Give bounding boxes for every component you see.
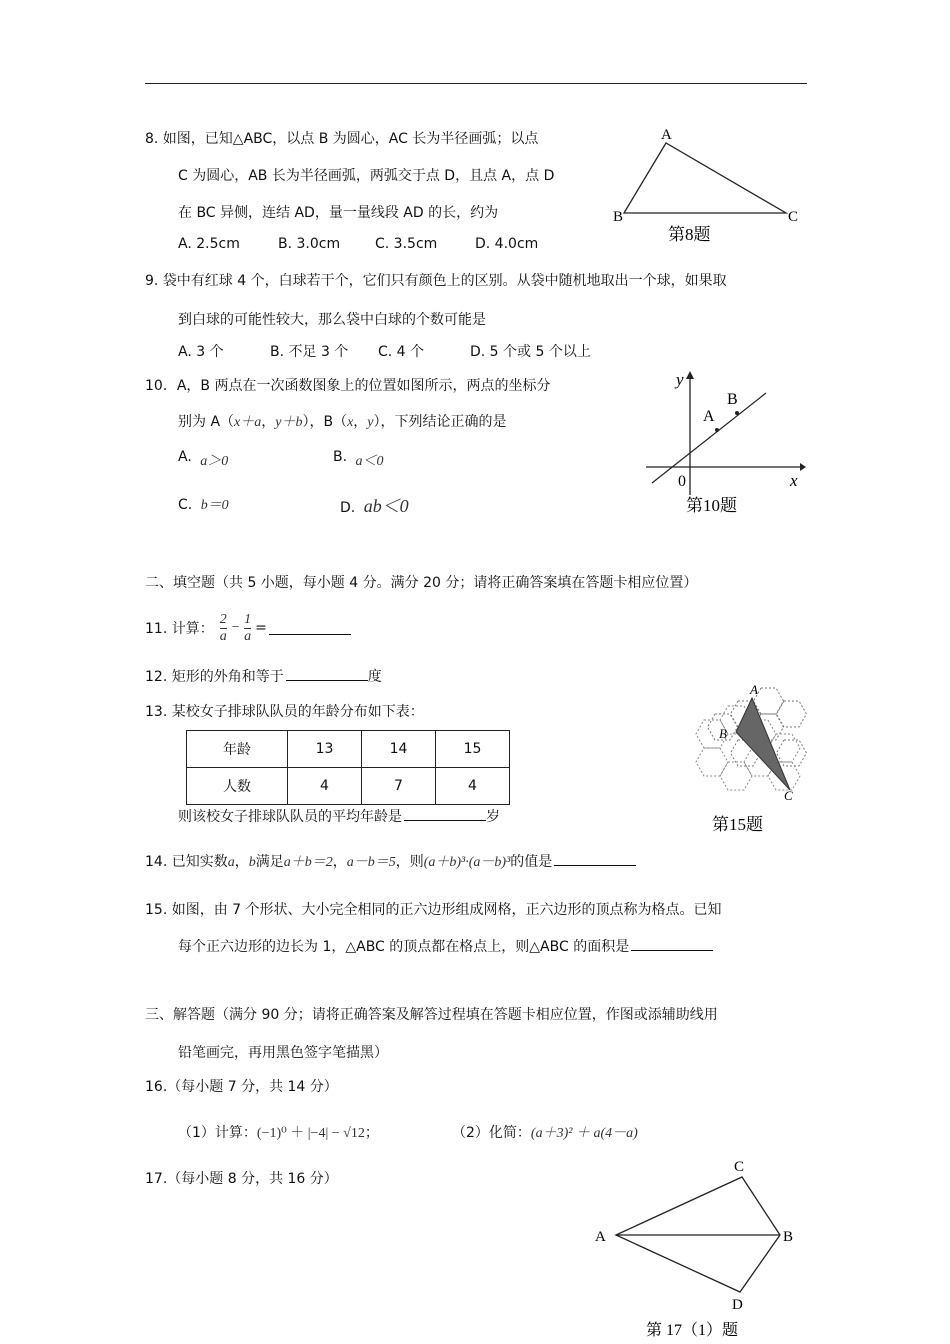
q10-fig-x-label: x (790, 471, 798, 490)
q9-option-b: B. 不足 3 个 (270, 344, 349, 360)
table-cell: 7 (362, 768, 436, 805)
section3-heading-line2: 铅笔画完，再用黑色签字笔描黑） (178, 1045, 388, 1061)
q14-mid: 满足 (255, 854, 284, 870)
q11-minus: − (230, 620, 241, 635)
section3-heading-line1: 三、解答题（满分 90 分；请将正确答案及解答过程填在答题卡相应位置，作图或添辅助线用 (145, 1007, 718, 1023)
q14-var-b: b (248, 855, 256, 870)
age-distribution-table (186, 730, 510, 805)
q8-fig-label-c: C (788, 209, 799, 225)
q8-triangle-figure (610, 125, 810, 250)
q15-line2-text: 每个正六边形的边长为 1，△ABC 的顶点都在格点上，则△ABC 的面积是 (178, 939, 630, 955)
q10-fig-caption: 第10题 (686, 496, 737, 515)
q14-sep2: ， (332, 854, 347, 870)
q13-text: 13. 某校女子排球队队员的年龄分布如下表： (145, 704, 424, 720)
q10-fig-origin: 0 (678, 473, 686, 490)
q15-fig-label-b: B (719, 726, 727, 741)
table-cell: 4 (288, 768, 362, 805)
q13-unit: 岁 (486, 809, 500, 825)
q17-fig-label-d: D (732, 1297, 743, 1313)
q11-answer-blank (269, 622, 351, 635)
q10-comma1: ， (261, 414, 276, 430)
q14-mid2: ，则 (395, 854, 424, 870)
q10-comma2: ， (353, 414, 368, 430)
q10-fig-y-label: y (676, 370, 684, 389)
q10-coord-yb: y＋b (275, 415, 303, 430)
q11-equals: = (255, 620, 267, 636)
q14-sep: ， (234, 854, 249, 870)
q10-graph-figure (640, 365, 815, 525)
q14-expression: (a＋b)³·(a－b)³ (423, 855, 511, 870)
q16-part1-end: ； (364, 1125, 379, 1141)
q10-fig-label-a: A (703, 408, 715, 425)
q13-after-text: 则该校女子排球队队员的平均年龄是 (178, 809, 402, 825)
q12-unit: 度 (367, 669, 382, 685)
q8-fig-caption: 第8题 (668, 225, 711, 244)
q10-option-a (178, 446, 229, 469)
q16-part1-expression: (−1)⁰ ＋ |−4| − √12 (256, 1126, 365, 1141)
q12-answer-blank (286, 668, 368, 681)
q10-option-c-label: C. (178, 497, 193, 513)
q8-option-c: C. 3.5cm (375, 236, 438, 252)
table-cell: 13 (288, 731, 362, 768)
section2-heading: 二、填空题（共 5 小题，每小题 4 分。满分 20 分；请将正确答案填在答题卡相应位置） (145, 575, 698, 591)
q9-option-a: A. 3 个 (178, 344, 224, 360)
table-cell: 年龄 (187, 731, 288, 768)
table-cell: 人数 (187, 768, 288, 805)
q17-title: 17.（每小题 8 分，共 16 分） (145, 1171, 338, 1187)
q10-line2 (178, 411, 507, 431)
q10-fig-label-b: B (727, 391, 738, 408)
q10-option-d (340, 492, 409, 518)
q10-option-d-label: D. (340, 500, 356, 516)
q17-fig-caption: 第 17（1）题 (646, 1322, 739, 1339)
table-cell: 15 (436, 731, 510, 768)
q12-text: 12. 矩形的外角和等于 (145, 669, 284, 685)
header-rule (145, 83, 807, 84)
q10-line2-post: ），下列结论正确的是 (373, 414, 507, 430)
q14-equation-1: a＋b＝2 (283, 855, 333, 870)
q11-denominator-1: a (219, 628, 227, 644)
q17-fig-label-a: A (595, 1229, 606, 1245)
q10-line2-pre: 别为 A（ (178, 414, 235, 430)
q11 (145, 608, 351, 648)
q10-option-a-math: a＞0 (200, 454, 229, 469)
table-cell: 14 (362, 731, 436, 768)
q14-equation-2: a－b＝5 (346, 855, 396, 870)
table-cell: 4 (436, 768, 510, 805)
q10-option-b-label: B. (333, 449, 348, 465)
q11-denominator-2: a (244, 628, 252, 644)
q14-post: 的值是 (510, 854, 553, 870)
q11-fraction-1 (220, 612, 227, 645)
q13-after (178, 806, 500, 826)
q16-part2 (452, 1122, 638, 1142)
q10-line1: 10．A，B 两点在一次函数图象上的位置如图所示，两点的坐标分 (145, 378, 551, 394)
q14-answer-blank (554, 853, 636, 866)
q8-option-d: D. 4.0cm (475, 236, 539, 252)
q16-part2-label: （2）化简： (452, 1125, 531, 1141)
q10-option-b-math: a＜0 (355, 454, 384, 469)
q8-fig-label-b: B (613, 209, 624, 225)
q10-option-c-math: b＝0 (200, 498, 229, 513)
q10-option-c (178, 494, 229, 514)
q15-line1: 15. 如图，由 7 个形状、大小完全相同的正六边形组成网格，正六边形的顶点称为格点。已知 (145, 902, 722, 918)
q8-line3: 在 BC 异侧，连结 AD，量一量线段 AD 的长，约为 (178, 205, 499, 221)
q15-hexagon-grid-figure (690, 682, 805, 842)
q13-answer-blank (404, 808, 486, 821)
q8-option-b: B. 3.0cm (278, 236, 341, 252)
q10-coord-x: x (347, 415, 354, 430)
q8-line1: 8. 如图，已知△ABC，以点 B 为圆心，AC 长为半径画弧；以点 (145, 131, 539, 147)
q10-line2-mid: ），B（ (302, 414, 348, 430)
q11-label: 11. 计算： (145, 621, 214, 637)
q14-var-a: a (227, 855, 235, 870)
q12 (145, 666, 382, 686)
q15-line2 (178, 936, 713, 956)
q16-part1-label: （1）计算： (178, 1125, 257, 1141)
q8-line2: C 为圆心，AB 长为半径画弧，两弧交于点 D，且点 A，点 D (178, 168, 555, 184)
q8-option-a: A. 2.5cm (178, 236, 240, 252)
q15-fig-label-a: A (750, 682, 758, 697)
table-row (187, 768, 510, 805)
q10-option-b (333, 446, 384, 469)
q10-coord-y: y (367, 415, 374, 430)
q11-numerator-2: 1 (244, 611, 252, 627)
q10-option-a-label: A. (178, 449, 192, 465)
q9-line2: 到白球的可能性较大，那么袋中白球的个数可能是 (178, 312, 486, 328)
q14 (145, 851, 636, 871)
q16-title: 16.（每小题 7 分，共 14 分） (145, 1079, 338, 1095)
q9-option-c: C. 4 个 (378, 344, 425, 360)
q10-option-d-math: ab＜0 (363, 496, 409, 516)
q17-fig-label-b: B (783, 1229, 794, 1245)
q15-fig-caption: 第15题 (712, 815, 763, 834)
q15-fig-label-c: C (784, 788, 793, 803)
table-row (187, 731, 510, 768)
q17-kite-figure (590, 1155, 805, 1340)
q11-fraction-2 (244, 612, 251, 645)
q8-fig-label-a: A (661, 127, 672, 143)
q16-part1 (178, 1122, 379, 1142)
q9-option-d: D. 5 个或 5 个以上 (470, 344, 591, 360)
q15-answer-blank (631, 938, 713, 951)
q17-fig-label-c: C (734, 1159, 745, 1175)
q10-coord-xa: x＋a (234, 415, 262, 430)
q9-line1: 9. 袋中有红球 4 个，白球若干个，它们只有颜色上的区别。从袋中随机地取出一个球，如果取 (145, 273, 727, 289)
q16-part2-expression: (a＋3)² ＋ a(4－a) (530, 1126, 638, 1141)
q11-numerator-1: 2 (219, 611, 227, 627)
q14-pre: 14. 已知实数 (145, 854, 228, 870)
